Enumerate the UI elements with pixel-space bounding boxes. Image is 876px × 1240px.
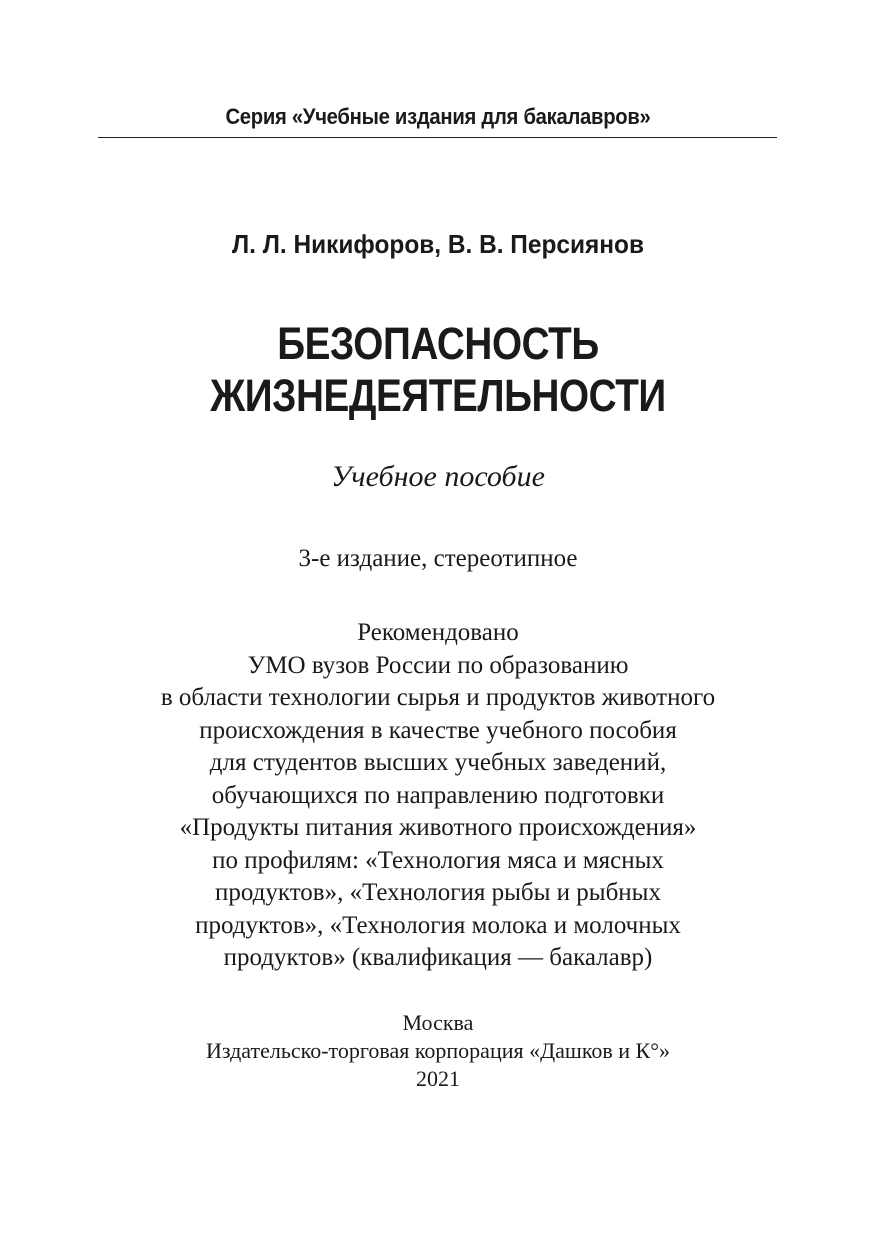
recommendation-block — [0, 617, 876, 975]
series-heading: Серия «Учебные издания для бакалавров» — [225, 104, 651, 129]
publisher-block — [0, 1009, 876, 1093]
authors: Л. Л. Никифоров, В. В. Персиянов — [232, 229, 644, 259]
book-subtitle: Учебное пособие — [331, 460, 545, 493]
publisher-name: Издательско-торговая корпорация «Дашков и К°» — [205, 1038, 671, 1063]
publication-year: 2021 — [416, 1066, 460, 1091]
recommendation-line: продуктов», «Технология рыбы и рыбных — [215, 879, 661, 906]
book-title-line-1: БЕЗОПАСНОСТЬ — [277, 318, 599, 369]
edition-note: 3-е издание, стереотипное — [298, 545, 578, 572]
recommendation-line: продуктов», «Технология молока и молочных — [195, 911, 681, 939]
book-title-line-2: ЖИЗНЕДЕЯТЕЛЬНОСТИ — [210, 370, 666, 421]
recommendation-line: происхождения в качестве учебного пособия — [199, 716, 677, 744]
recommendation-line: УМО вузов России по образованию — [247, 651, 629, 679]
recommendation-line: обучающихся по направлению подготовки — [211, 781, 665, 809]
series-divider — [98, 137, 777, 138]
recommendation-line: Рекомендовано — [357, 619, 519, 646]
recommendation-line: продуктов» (квалификация — бакалавр) — [223, 944, 653, 971]
book-title — [61, 318, 814, 422]
recommendation-line: по профилям: «Технология мяса и мясных — [212, 846, 664, 874]
recommendation-line: «Продукты питания животного происхождения» — [179, 814, 697, 841]
recommendation-line: для студентов высших учебных заведений, — [209, 749, 667, 776]
recommendation-line: в области технологии сырья и продуктов животного — [160, 684, 716, 711]
publisher-city: Москва — [402, 1010, 474, 1035]
